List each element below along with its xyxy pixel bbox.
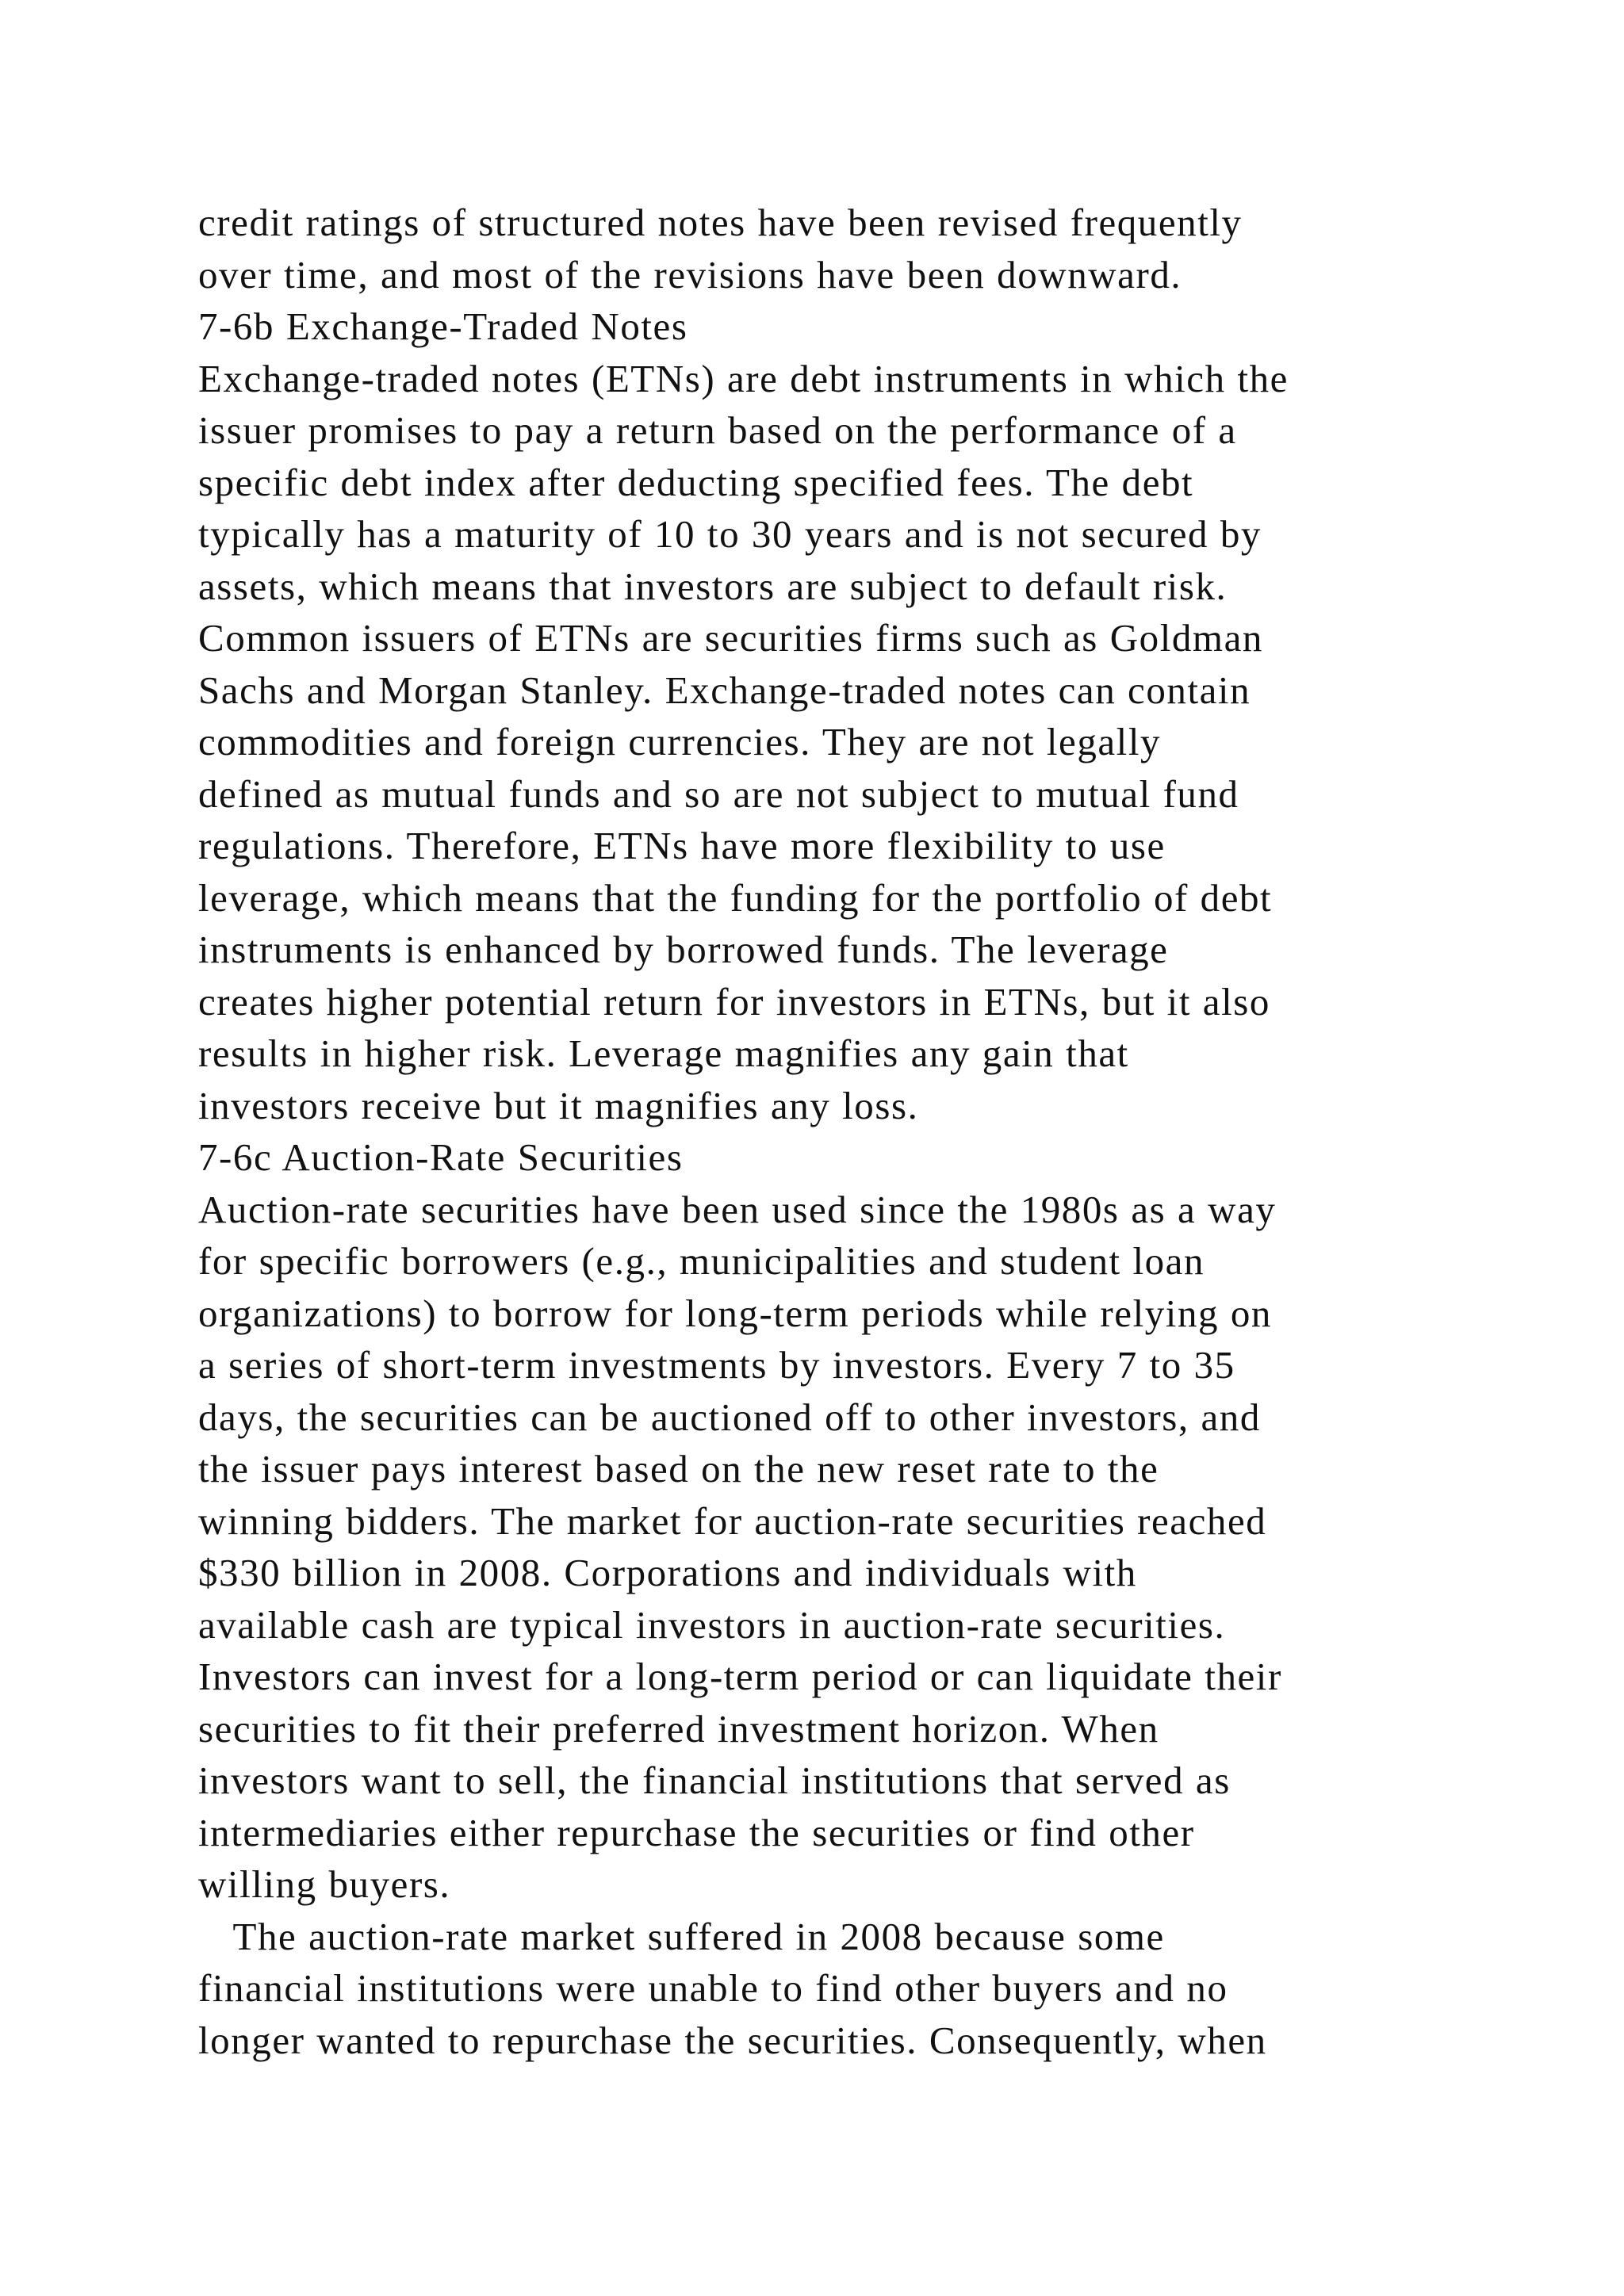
text-line: typically has a maturity of 10 to 30 years and is not secured by [198, 512, 1262, 556]
text-line: financial institutions were unable to find other buyers and no [198, 1966, 1228, 2010]
text-line: available cash are typical investors in auction-rate securities. [198, 1602, 1226, 1647]
text-line: longer wanted to repurchase the securities. Consequently, when [198, 2018, 1267, 2062]
text-line: $330 billion in 2008. Corporations and individuals with [198, 1551, 1137, 1594]
text-line: Exchange-traded notes (ETNs) are debt instruments in which the [198, 356, 1289, 400]
text-line: results in higher risk. Leverage magnifies any gain that [198, 1031, 1129, 1075]
text-line: the issuer pays interest based on the new reset rate to the [198, 1447, 1159, 1490]
text-line: Auction-rate securities have been used since the 1980s as a way [198, 1187, 1277, 1231]
text-line: a series of short-term investments by investors. Every 7 to 35 [198, 1343, 1235, 1387]
text-line: winning bidders. The market for auction-rate securities reached [198, 1498, 1267, 1543]
text-line: Investors can invest for a long-term period or can liquidate their [198, 1655, 1282, 1698]
body-text [198, 197, 1435, 2066]
text-line: Common issuers of ETNs are securities firms such as Goldman [198, 616, 1263, 660]
text-line: commodities and foreign currencies. They are not legally [198, 720, 1162, 763]
text-line: specific debt index after deducting specified fees. The debt [198, 460, 1194, 504]
text-line: instruments is enhanced by borrowed funds. The leverage [198, 928, 1169, 971]
text-line: leverage, which means that the funding for the portfolio of debt [198, 875, 1273, 920]
section-heading: 7-6b Exchange-Traded Notes [198, 304, 688, 348]
text-line: The auction-rate market suffered in 2008 because some [198, 1914, 1165, 1958]
text-line: investors receive but it magnifies any loss. [198, 1083, 919, 1127]
text-line: days, the securities can be auctioned off to other investors, and [198, 1395, 1261, 1439]
text-line: over time, and most of the revisions have been downward. [198, 252, 1182, 297]
text-line: for specific borrowers (e.g., municipalities and student loan [198, 1239, 1205, 1283]
text-line: Sachs and Morgan Stanley. Exchange-traded notes can contain [198, 668, 1251, 712]
section-heading: 7-6c Auction-Rate Securities [198, 1135, 684, 1179]
text-line: defined as mutual funds and so are not subject to mutual fund [198, 771, 1239, 816]
text-line: issuer promises to pay a return based on the performance of a [198, 408, 1237, 452]
text-line: intermediaries either repurchase the securities or find other [198, 1810, 1195, 1854]
text-line: organizations) to borrow for long-term periods while relying on [198, 1291, 1272, 1335]
text-line: credit ratings of structured notes have been revised frequently [198, 201, 1243, 244]
text-line: creates higher potential return for investors in ETNs, but it also [198, 979, 1270, 1024]
text-line: regulations. Therefore, ETNs have more flexibility to use [198, 824, 1166, 867]
text-line: willing buyers. [198, 1862, 451, 1906]
text-line: investors want to sell, the financial institutions that served as [198, 1758, 1231, 1802]
text-line: securities to fit their preferred investment horizon. When [198, 1706, 1159, 1751]
text-line: assets, which means that investors are subject to default risk. [198, 564, 1228, 608]
